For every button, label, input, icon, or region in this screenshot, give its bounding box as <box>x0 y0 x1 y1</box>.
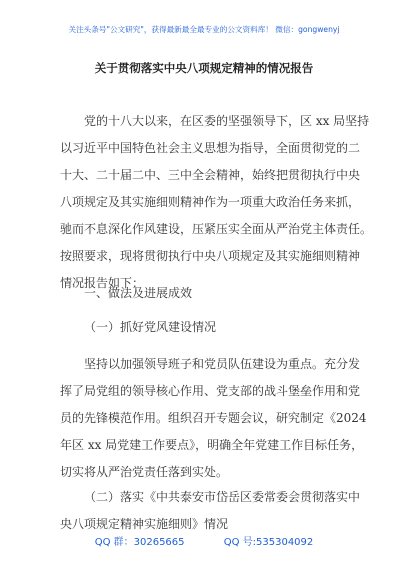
intro-line: 十大、二十届二中、三中全会精神，始终把贯彻执行中央 <box>60 168 361 182</box>
subsection-1-heading: （一）抓好党风建设情况 <box>84 320 217 334</box>
intro-line: 八项规定及其实施细则精神作为一项重大政治任务来抓， <box>60 195 361 209</box>
body-line: 员的先锋模范作用。组织召开专题会议，研究制定《2024 <box>60 411 367 425</box>
header-promo-note: 关注头条号"公文研究"，获得最新最全最专业的公文资料库！ 微信：gongwenyj <box>68 25 340 34</box>
intro-line: 以习近平中国特色社会主义思想为指导，全面贯彻党的二 <box>60 141 361 155</box>
footer-contact <box>0 533 408 548</box>
subsection-2-heading <box>60 484 360 538</box>
subsection-2-line: 央八项规定精神实施细则》情况 <box>60 517 229 531</box>
body-line: 年区 xx 局党建工作要点》，明确全年党建工作目标任务， <box>60 438 364 452</box>
intro-paragraph <box>60 108 373 297</box>
document-title: 关于贯彻落实中央八项规定精神的情况报告 <box>94 61 314 75</box>
body-line: 挥了局党组的领导核心作用、党支部的战斗堡垒作用和党 <box>60 384 361 398</box>
intro-line: 按照要求，现将贯彻执行中央八项规定及其实施细则精神 <box>60 249 361 263</box>
subsection-heading <box>60 314 360 341</box>
intro-line: 党的十八大以来，在区委的坚强领导下，区 xx 局坚持 <box>84 114 370 128</box>
body-line: 坚持以加强领导班子和党员队伍建设为重点。充分发 <box>84 357 361 371</box>
subsection-1-paragraph <box>60 351 367 486</box>
intro-line: 情况报告如下： <box>60 276 145 290</box>
body-line: 切实将从严治党责任落到实处。 <box>60 465 229 479</box>
section-heading <box>60 280 360 307</box>
section-1-heading: 一、做法及进展成效 <box>84 286 193 300</box>
intro-line: 驰而不息深化作风建设，压紧压实全面从严治党主体责任。 <box>60 222 373 236</box>
footer-qq-group: QQ 群：30265665 <box>94 537 185 548</box>
subsection-2-line: （二）落实《中共泰安市岱岳区委常委会贯彻落实中 <box>84 490 361 504</box>
footer-qq-number: QQ 号:535304092 <box>223 537 314 548</box>
